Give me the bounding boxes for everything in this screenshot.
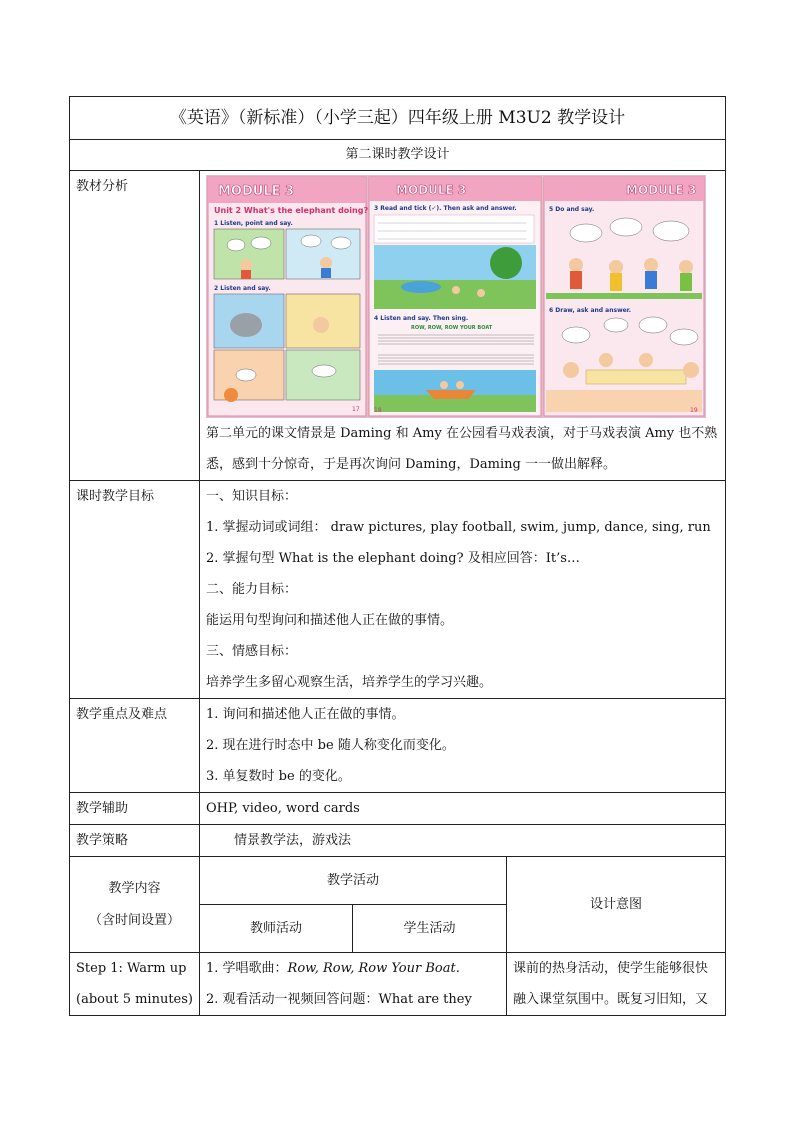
objective-line: 能运用句型询问和描述他人正在做的事情。 bbox=[206, 613, 454, 628]
module-banner-right: MODULE 3 bbox=[626, 183, 697, 197]
objective-line: 1. 掌握动词或词组： draw pictures, play football, swim, jump, dance, sing, run bbox=[206, 520, 711, 535]
analysis-label: 教材分析 bbox=[70, 171, 200, 481]
key-point-line: 3. 单复数时 be 的变化。 bbox=[206, 769, 351, 784]
lesson-plan-table bbox=[69, 96, 726, 1016]
key-points-cell bbox=[200, 699, 726, 793]
objective-line: 三、情感目标： bbox=[206, 644, 298, 659]
step1-activity-1-prefix: 1. 学唱歌曲： bbox=[206, 961, 288, 976]
step1-content bbox=[70, 953, 200, 1016]
section-4-heading: 4 Listen and say. Then sing. bbox=[374, 315, 469, 322]
teacher-activity-header: 教师活动 bbox=[200, 905, 353, 953]
textbook-illustration bbox=[206, 175, 706, 418]
section-3-heading: 3 Read and tick (✓). Then ask and answer. bbox=[374, 205, 517, 212]
content-header-label: 教学内容 bbox=[108, 880, 161, 896]
step1-intent-line: 融入课堂氛围中。既复习旧知，又 bbox=[513, 992, 709, 1007]
document-title: 《英语》（新标准）（小学三起）四年级上册 M3U2 教学设计 bbox=[70, 97, 726, 140]
song-title: ROW, ROW, ROW YOUR BOAT bbox=[411, 325, 493, 331]
objective-line: 一、知识目标： bbox=[206, 489, 298, 504]
section-6-heading: 6 Draw, ask and answer. bbox=[549, 307, 632, 314]
step1-intent-line: 课前的热身活动，使学生能够很快 bbox=[513, 961, 709, 976]
strategy-value: 情景教学法，游戏法 bbox=[200, 825, 726, 857]
section-5-heading: 5 Do and say. bbox=[549, 206, 595, 213]
objective-line: 二、能力目标： bbox=[206, 582, 298, 597]
step1-activities bbox=[200, 953, 507, 1016]
objective-line: 培养学生多留心观察生活，培养学生的学习兴趣。 bbox=[206, 675, 493, 690]
step1-intent bbox=[507, 953, 726, 1016]
intent-header: 设计意图 bbox=[507, 857, 726, 953]
strategy-label: 教学策略 bbox=[70, 825, 200, 857]
objectives-cell bbox=[200, 481, 726, 699]
lesson-plan-document bbox=[69, 96, 725, 1016]
content-header-note: （含时间设置） bbox=[88, 912, 180, 928]
section-2-heading: 2 Listen and say. bbox=[214, 285, 271, 292]
analysis-text: 第二单元的课文情景是 Daming 和 Amy 在公园看马戏表演，对于马戏表演 Amy 也不熟悉，感到十分惊奇，于是再次询问 Daming，Daming 一一做出解释。 bbox=[206, 426, 718, 472]
page-number-left: 17 bbox=[352, 406, 360, 413]
section-1-heading: 1 Listen, point and say. bbox=[214, 220, 293, 227]
analysis-cell bbox=[200, 171, 726, 481]
module-banner-middle: MODULE 3 bbox=[396, 183, 467, 197]
aids-value: OHP, video, word cards bbox=[200, 793, 726, 825]
key-points-label: 教学重点及难点 bbox=[70, 699, 200, 793]
page-number-right: 19 bbox=[690, 407, 698, 414]
module-banner-left: MODULE 3 bbox=[218, 184, 295, 199]
step1-song-title: Row, Row, Row Your Boat. bbox=[287, 961, 460, 976]
step1-time: (about 5 minutes) bbox=[76, 992, 193, 1007]
unit-title: Unit 2 What's the elephant doing? bbox=[214, 206, 369, 215]
step1-activity-1 bbox=[206, 953, 500, 984]
step1-name: Step 1: Warm up bbox=[76, 961, 187, 976]
textbook-spread-image bbox=[206, 175, 706, 418]
aids-label: 教学辅助 bbox=[70, 793, 200, 825]
activities-header: 教学活动 bbox=[200, 857, 507, 905]
objective-line: 2. 掌握句型 What is the elephant doing? 及相应回答：It’s… bbox=[206, 551, 580, 566]
step1-activity-2: 2. 观看活动一视频回答问题：What are they bbox=[206, 992, 472, 1007]
key-point-line: 1. 询问和描述他人正在做的事情。 bbox=[206, 707, 405, 722]
content-header bbox=[70, 857, 200, 953]
lesson-title: 第二课时教学设计 bbox=[70, 140, 726, 171]
page-number-middle: 18 bbox=[374, 407, 382, 414]
key-point-line: 2. 现在进行时态中 be 随人称变化而变化。 bbox=[206, 738, 455, 753]
student-activity-header: 学生活动 bbox=[353, 905, 507, 953]
objectives-label: 课时教学目标 bbox=[70, 481, 200, 699]
